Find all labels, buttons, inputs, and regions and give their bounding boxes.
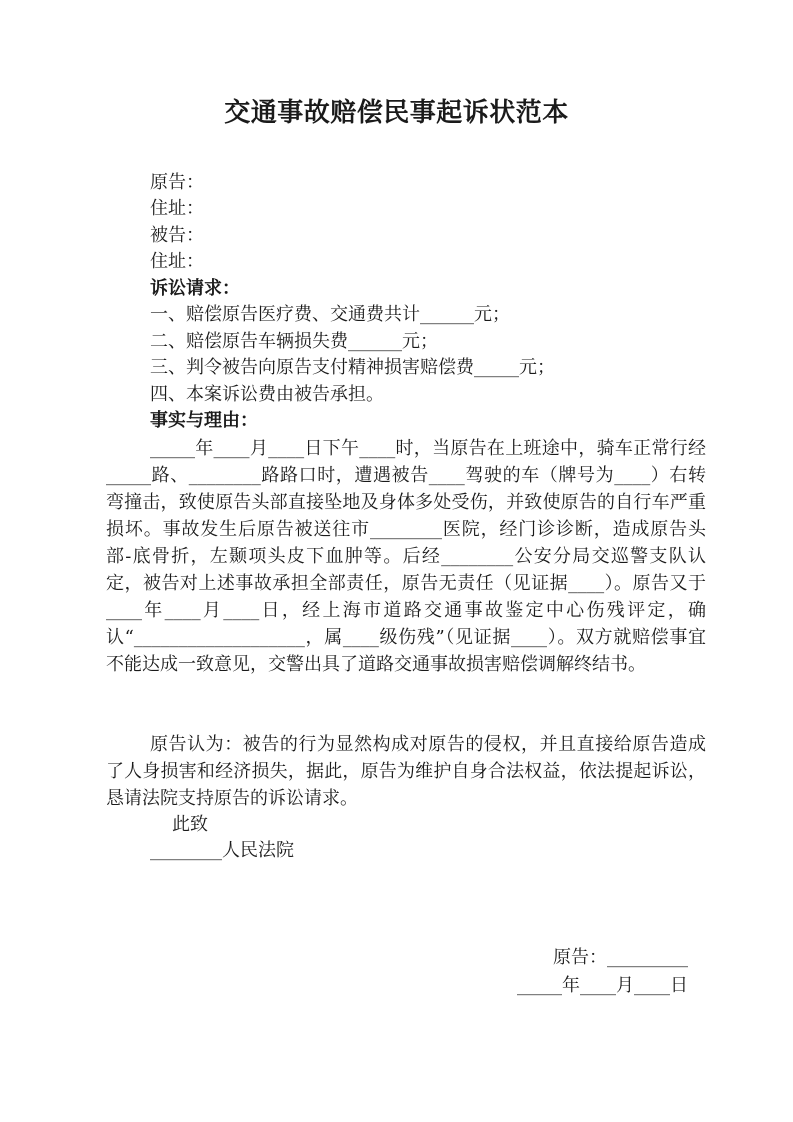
document-title: 交通事故赔偿民事起诉状范本	[224, 98, 569, 128]
claim-item: 二、赔偿原告车辆损失费______元；	[150, 331, 438, 352]
defendant-address-line: 住址：	[150, 251, 204, 272]
defendant-line: 被告：	[150, 225, 204, 246]
salutation: 此致	[172, 814, 208, 835]
facts-heading: 事实与理由：	[150, 410, 258, 431]
plaintiff-line: 原告：	[150, 172, 204, 193]
reasons-paragraph: 原告认为：被告的行为显然构成对原告的侵权，并且直接给原告造成了人身损害和经济损失，据此，原告为维护自身合法权益，依法提起诉讼，恳请法院支持原告的诉讼请求。	[106, 734, 706, 809]
claim-item: 三、判令被告向原告支付精神损害赔偿费_____元；	[150, 357, 555, 378]
claims-heading: 诉讼请求：	[150, 278, 240, 299]
facts-paragraph: _____年____月____日下午____时，当原告在上班途中，骑车正常行经_____路、________路路口时，遭遇被告____驾驶的车（牌号为____）右转弯撞击，致使原告头部直接坠地及身体多处受伤，并致使原告的自行车严重损坏。事故发生后原告被送往市________医院，经门诊诊断，造成原告头部-底骨折，左颞项头皮下血肿等。后经________公安分局交巡警支队认定，被告对上述事故承担全部责任，原告无责任（见证据____）。原告又于____年____月____日，经上海市道路交通事故鉴定中心伤残评定，确认“___________________，属____级伤残”（见证据____）。双方就赔偿事宜不能达成一致意见，交警出具了道路交通事故损害赔偿调解终结书。	[106, 438, 706, 675]
claim-item: 四、本案诉讼费由被告承担。	[150, 384, 384, 405]
plaintiff-address-line: 住址：	[150, 198, 204, 219]
signature-plaintiff: 原告：_________	[553, 947, 688, 968]
court-line: ________人民法院	[150, 840, 294, 861]
signature-date: _____年____月____日	[517, 975, 688, 996]
claim-item: 一、赔偿原告医疗费、交通费共计______元；	[150, 304, 510, 325]
